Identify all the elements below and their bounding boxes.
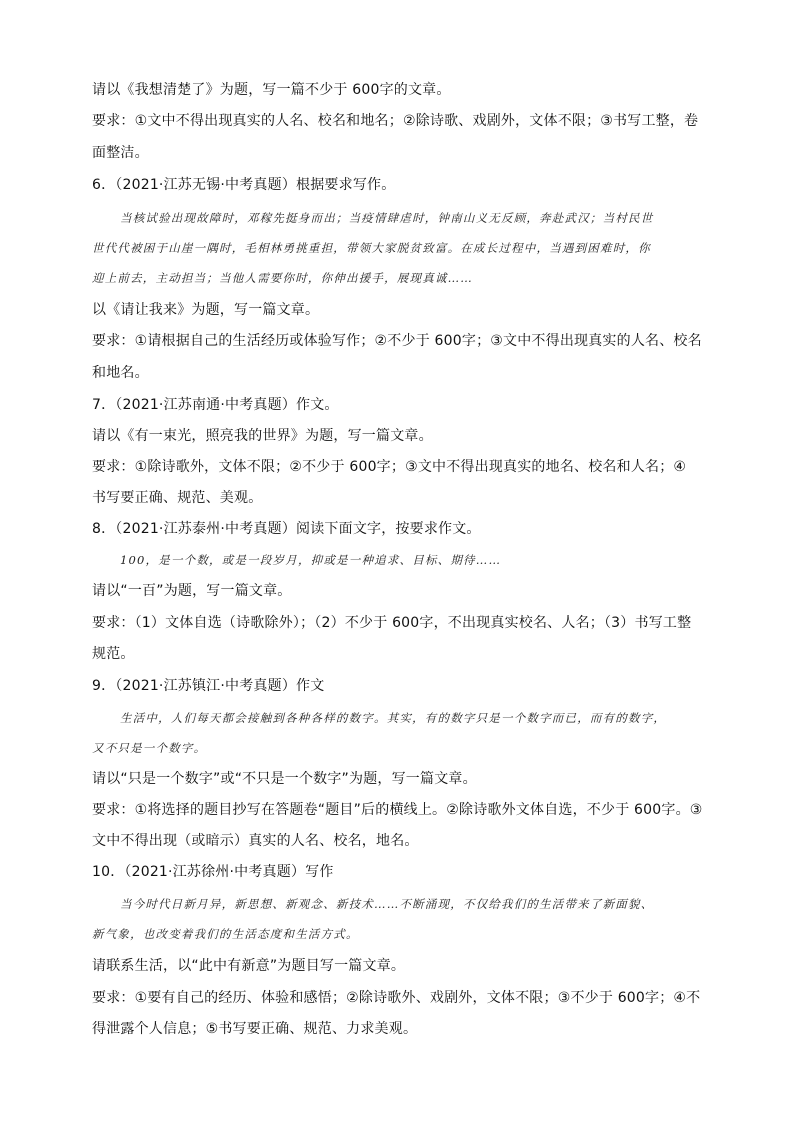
requirements-line: 文中不得出现（或暗示）真实的人名、校名，地名。 — [92, 833, 419, 849]
requirements-line: 要求：①要有自己的经历、体验和感悟；②除诗歌外、戏剧外，文体不限；③不少于 600字；④不 — [92, 990, 701, 1006]
requirements-line: 要求：①请根据自己的生活经历或体验写作；②不少于 600字；③文中不得出现真实的人名、校名 — [92, 333, 702, 349]
quoted-passage-line: 新气象，也改变着我们的生活态度和生活方式。 — [92, 927, 359, 941]
quoted-passage-line: 100，是一个数，或是一段岁月，抑或是一种追求、目标、期待…… — [120, 553, 502, 567]
question-heading-10: 10．（2021·江苏徐州·中考真题）写作 — [92, 864, 334, 880]
quoted-passage-line: 当核试验出现故障时，邓稼先挺身而出；当疫情肆虐时，钟南山义无反顾，奔赴武汉；当村民世 — [120, 211, 654, 225]
requirements-line: 得泄露个人信息；⑤书写要正确、规范、力求美观。 — [92, 1021, 418, 1037]
essay-prompt-line: 请以《有一束光，照亮我的世界》为题，写一篇文章。 — [92, 428, 433, 444]
quoted-passage-line: 迎上前去，主动担当；当他人需要你时，你伸出援手，展现真诚…… — [92, 271, 473, 285]
question-heading-7: 7．（2021·江苏南通·中考真题）作文。 — [92, 397, 339, 413]
requirements-line: 规范。 — [92, 646, 135, 662]
question-heading-6: 6．（2021·江苏无锡·中考真题）根据要求写作。 — [92, 177, 396, 193]
question-heading-8: 8．（2021·江苏泰州·中考真题）阅读下面文字，按要求作文。 — [92, 521, 481, 537]
requirements-line: 和地名。 — [92, 365, 149, 381]
essay-prompt-line: 请以“只是一个数字”或“不只是一个数字”为题，写一篇文章。 — [92, 771, 477, 787]
requirements-line: 要求：①除诗歌外，文体不限；②不少于 600字；③文中不得出现真实的地名、校名和人名；④ — [92, 459, 687, 475]
quoted-passage-line: 世代代被困于山崖一隅时，毛相林勇挑重担，带领大家脱贫致富。在成长过程中，当遇到困难时，你 — [92, 241, 651, 255]
quoted-passage-line: 当今时代日新月异，新思想、新观念、新技术……不断涌现，不仅给我们的生活带来了新面貌、 — [120, 897, 654, 911]
quoted-passage-line: 生活中，人们每天都会接触到各种各样的数字。其实，有的数字只是一个数字而已，而有的数字， — [120, 711, 667, 725]
question-heading-9: 9．（2021·江苏镇江·中考真题）作文 — [92, 678, 325, 694]
requirements-line: 书写要正确、规范、美观。 — [92, 490, 263, 506]
requirements-line: 要求：①将选择的题目抄写在答题卷“题目”后的横线上。②除诗歌外文体自选，不少于 600字。③ — [92, 802, 703, 818]
requirements-line: 要求：（1）文体自选（诗歌除外）；（2）不少于 600字，不出现真实校名、人名；（3）书写工整 — [92, 615, 692, 631]
essay-prompt-line: 请联系生活，以“此中有新意”为题目写一篇文章。 — [92, 958, 406, 974]
requirements-line: 要求：①文中不得出现真实的人名、校名和地名；②除诗歌、戏剧外，文体不限；③书写工整，卷 — [92, 113, 699, 129]
essay-prompt-line: 以《请让我来》为题，写一篇文章。 — [92, 302, 320, 318]
essay-prompt-line: 请以“一百”为题，写一篇文章。 — [92, 583, 292, 599]
quoted-passage-line: 又不只是一个数字。 — [92, 741, 207, 755]
requirements-line: 面整洁。 — [92, 145, 149, 161]
essay-prompt-line: 请以《我想清楚了》为题，写一篇不少于 600字的文章。 — [92, 82, 451, 98]
